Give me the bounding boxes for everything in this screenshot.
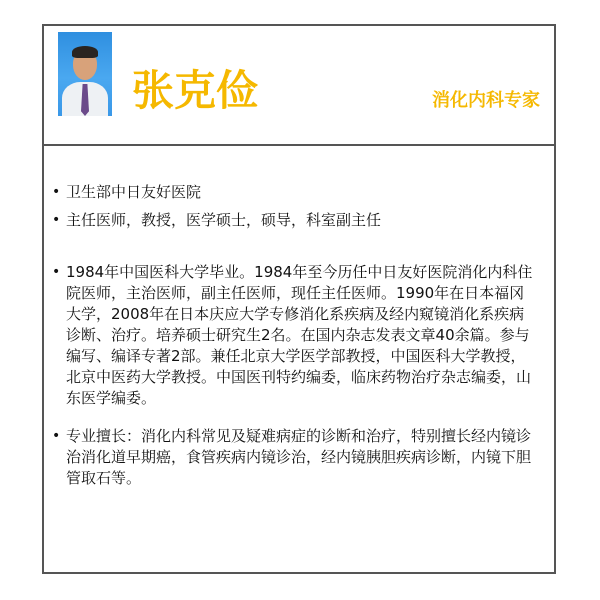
doctor-name: 张克俭 bbox=[132, 66, 259, 115]
profile-card bbox=[42, 24, 556, 574]
specialty-title: 消化内科专家 bbox=[432, 90, 540, 111]
list-item: • 专业擅长：消化内科常见及疑难病症的诊断和治疗，特别擅长经内镜诊治消化道早期癌，食管疾病内镜诊治，经内镜胰胆疾病诊断，内镜下胆管取石等。 bbox=[52, 426, 538, 489]
profile-header bbox=[44, 26, 554, 144]
list-item: • 卫生部中日友好医院 bbox=[52, 182, 538, 203]
photo-hair bbox=[72, 46, 98, 58]
list-item: • 主任医师，教授，医学硕士，硕导，科室副主任 bbox=[52, 210, 538, 231]
profile-content bbox=[44, 146, 554, 572]
list-item: • 1984年中国医科大学毕业。1984年至今历任中日友好医院消化内科住院医师，主治医师，副主任医师，现任主任医师。1990年在日本福冈大学，2008年在日本庆应大学专修消化系疾病及经内窥镜消化系疾病诊断、治疗。培养硕士研究生2名。在国内杂志发表文章40余篇。参与编写、编译专著2部。兼任北京大学医学部教授，中国医科大学教授，北京中医药大学教授。中国医刊特约编委，临床药物治疗杂志编委，山东医学编委。 bbox=[52, 262, 538, 409]
portrait-photo bbox=[58, 32, 112, 116]
